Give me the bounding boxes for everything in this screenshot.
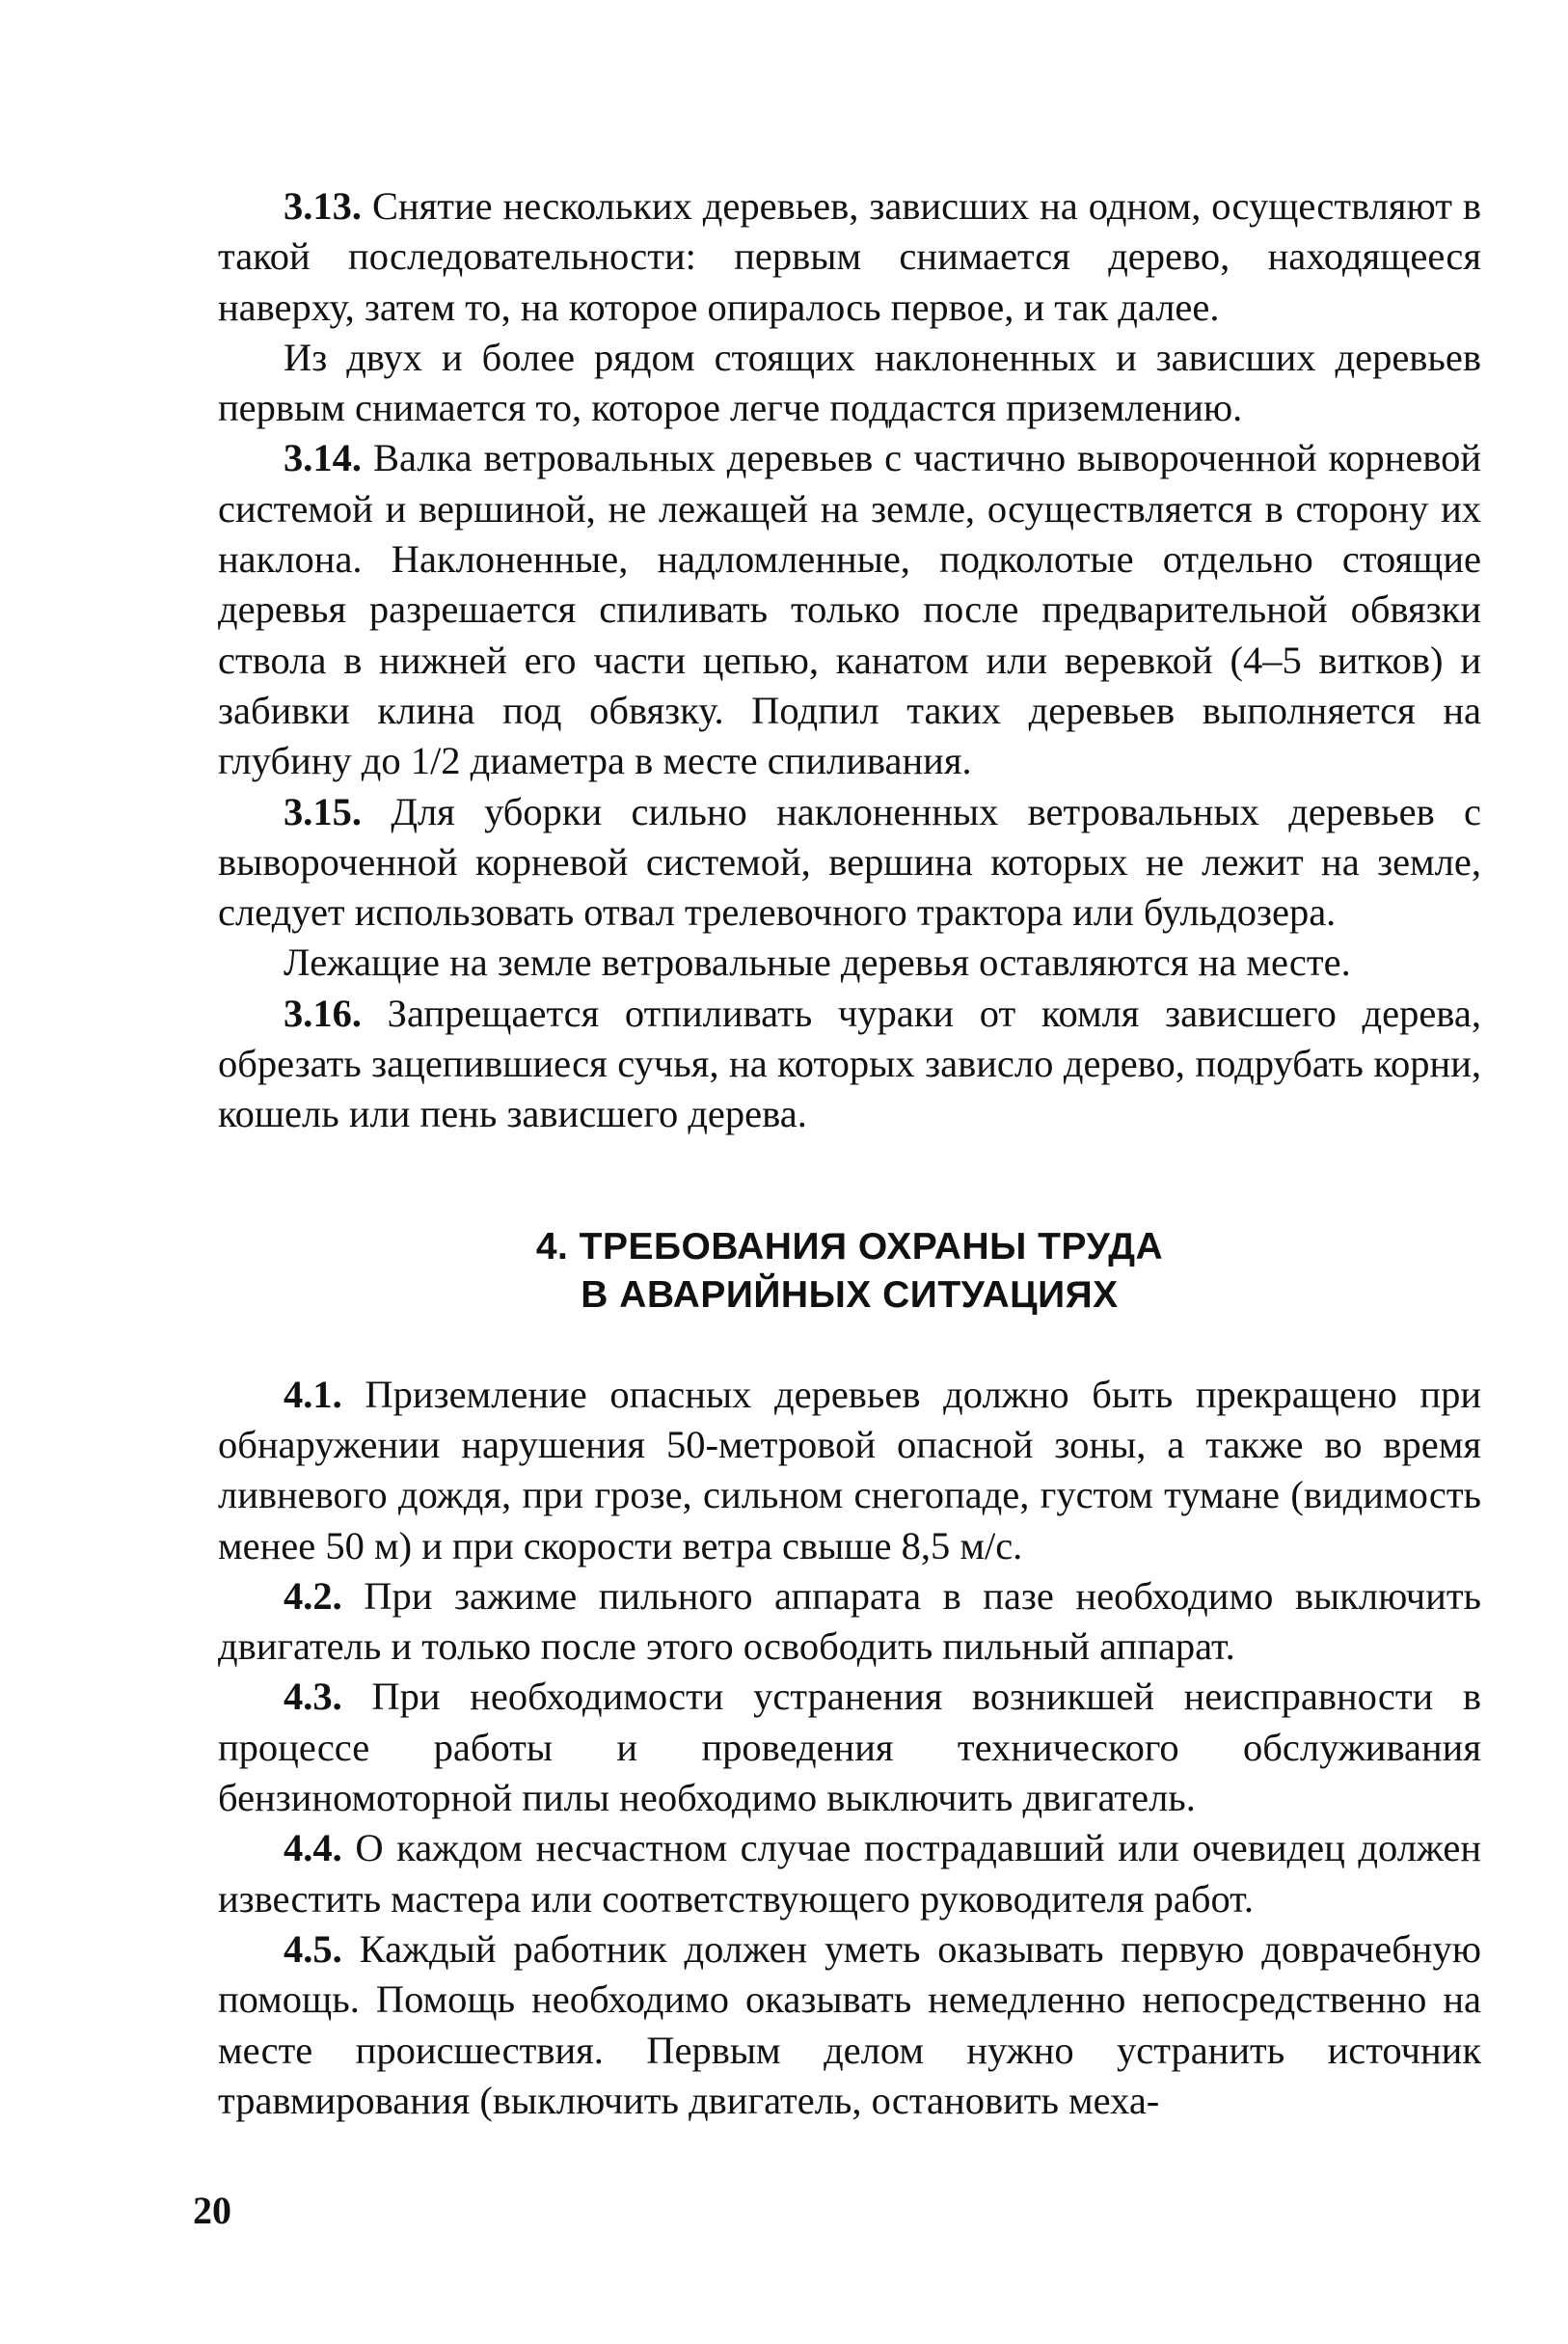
page-number: 20 <box>193 2189 231 2232</box>
paragraph-3-15-continued <box>218 938 1481 988</box>
paragraph-text: Приземление опасных деревьев должно быть прекращено при обнаружении нарушения 50-метровой опасной зоны, а также во время ливневого дождя, при грозе, сильном снегопаде, густом тумане (видимость менее 50 м) и при скорости ветра свыше 8,5 м/с. <box>218 1372 1481 1567</box>
paragraph-4-2 <box>218 1571 1481 1673</box>
paragraph-4-3 <box>218 1672 1481 1823</box>
text-column <box>218 181 1481 2126</box>
paragraph-number: 3.14. <box>284 436 362 480</box>
paragraph-3-13-continued <box>218 333 1481 434</box>
paragraph-text: Для уборки сильно наклоненных ветровальных деревьев с вывороченной корневой системой, вершина которых не лежит на земле, следует использовать отвал трелевочного трактора или бульдозера. <box>218 789 1482 935</box>
paragraph-number: 3.13. <box>284 184 362 228</box>
paragraph-text: Лежащие на земле ветровальные деревья оставляются на месте. <box>284 940 1351 985</box>
paragraph-4-4 <box>218 1823 1481 1924</box>
section-heading <box>218 1223 1481 1320</box>
paragraph-4-5 <box>218 1924 1481 2126</box>
paragraph-3-13 <box>218 181 1481 333</box>
paragraph-text: Запрещается отпиливать чураки от комля зависшего дерева, обрезать зацепившиеся сучья, на которых зависло дерево, подрубать корни, кошель или пень зависшего дерева. <box>218 991 1481 1136</box>
section-heading-line-1: 4. ТРЕБОВАНИЯ ОХРАНЫ ТРУДА <box>535 1225 1164 1267</box>
paragraph-text: Каждый работник должен уметь оказывать первую доврачебную помощь. Помощь необходимо оказывать немедленно непосредственно на месте происшествия. Первым делом нужно устранить источник травмирования (выключить двигатель, остановить меха- <box>218 1926 1481 2122</box>
paragraph-text: При зажиме пильного аппарата в пазе необходимо выключить двигатель и только после этого освободить пильный аппарат. <box>218 1573 1481 1669</box>
paragraph-text: При необходимости устранения возникшей неисправности в процессе работы и проведения технического обслуживания бензиномоторной пилы необходимо выключить двигатель. <box>218 1675 1481 1820</box>
paragraph-text: Валка ветровальных деревьев с частично вывороченной корневой системой и вершиной, не лежащей на земле, осуществляется в сторону их наклона. Наклоненные, надломленные, подколотые отдельно стоящие деревья разрешается спиливать только после предварительной обвязки ствола в нижней его части цепью, канатом или веревкой (4–5 витков) и забивки клина под обвязку. Подпил таких деревьев выполняется на глубину до 1/2 диаметра в месте спиливания. <box>218 436 1482 783</box>
paragraph-3-16 <box>218 989 1481 1140</box>
paragraph-number: 4.3. <box>284 1675 342 1719</box>
paragraph-number: 4.5. <box>284 1926 342 1971</box>
paragraph-text: Снятие нескольких деревьев, зависших на одном, осуществляют в такой последовательности: первым снимается дерево, находящееся наверху, затем то, на которое опиралось первое, и так далее. <box>218 184 1481 329</box>
paragraph-number: 4.1. <box>284 1372 342 1416</box>
paragraph-number: 3.15. <box>284 789 362 833</box>
paragraph-text: Из двух и более рядом стоящих наклоненных и зависших деревьев первым снимается то, которое легче поддастся приземлению. <box>218 335 1481 430</box>
section-heading-line-2: В АВАРИЙНЫХ СИТУАЦИЯХ <box>581 1273 1119 1316</box>
paragraph-3-15 <box>218 787 1481 939</box>
paragraph-3-14 <box>218 433 1481 786</box>
paragraph-number: 4.2. <box>284 1573 342 1618</box>
paragraph-4-1 <box>218 1370 1481 1571</box>
paragraph-number: 3.16. <box>284 991 362 1035</box>
paragraph-text: О каждом несчастном случае пострадавший или очевидец должен известить мастера или соответствующего руководителя работ. <box>218 1826 1482 1921</box>
paragraph-number: 4.4. <box>284 1826 342 1870</box>
